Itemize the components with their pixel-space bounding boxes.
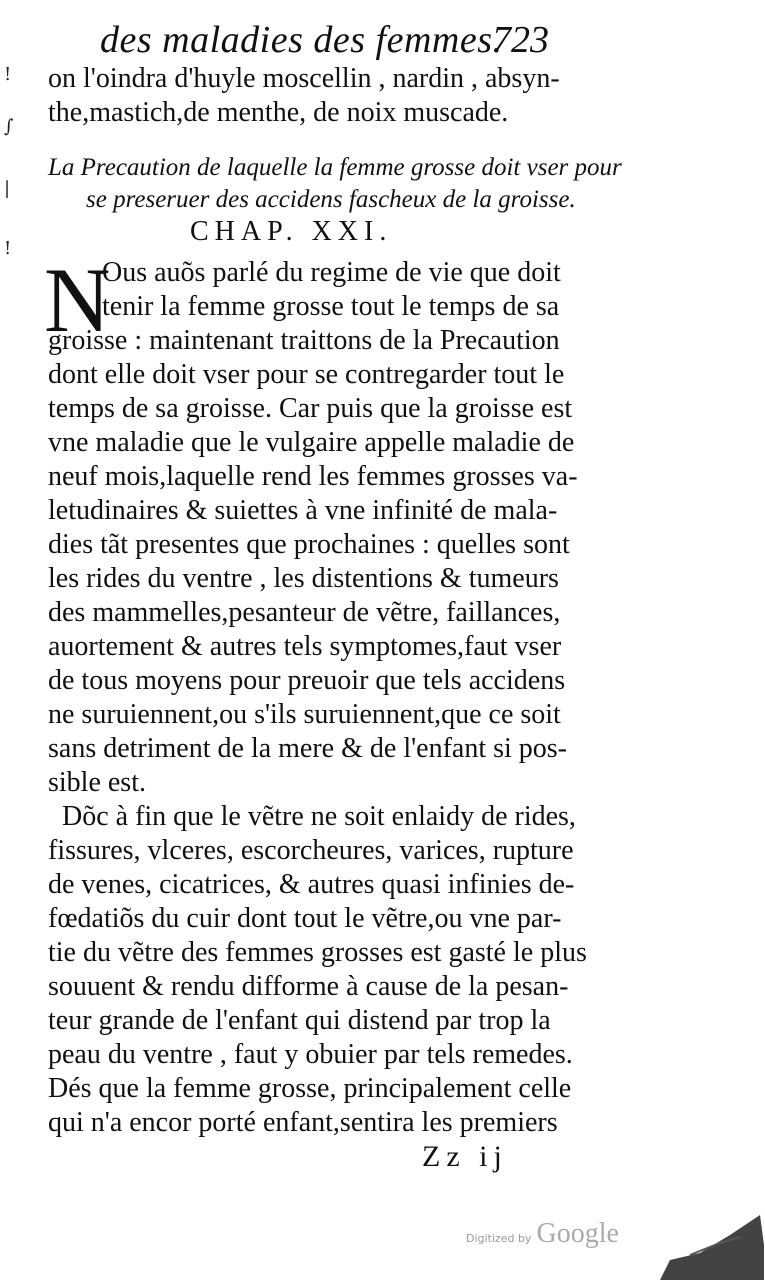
text-line: sans detriment de la mere & de l'enfant si pos- — [48, 733, 567, 764]
watermark-prefix: Digitized by — [466, 1232, 532, 1245]
margin-mark: ! — [4, 64, 12, 85]
signature-mark: Zz ij — [422, 1140, 508, 1173]
text-line: de tous moyens pour preuoir que tels accidens — [48, 665, 566, 696]
text-line: de venes, cicatrices, & autres quasi infinies de- — [48, 869, 575, 900]
chapter-label: CHAP. XXI. — [190, 216, 393, 247]
text-line: on l'oindra d'huyle moscellin , nardin , absyn- — [48, 63, 560, 94]
text-line: ne suruiennent,ou s'ils suruiennent,que ce soit — [48, 699, 561, 730]
text-line: neuf mois,laquelle rend les femmes grosses va- — [48, 461, 578, 492]
page-number: 723 — [492, 19, 549, 61]
adjacent-page-edge — [0, 60, 28, 320]
text-line: Ous auõs parlé du regime de vie que doit — [102, 257, 561, 288]
digitized-watermark — [466, 1218, 619, 1250]
text-line: teur grande de l'enfant qui distend par trop la — [48, 1005, 551, 1036]
text-line: qui n'a encor porté enfant,sentira les premiers — [48, 1107, 558, 1138]
text-line: souuent & rendu difforme à cause de la pesan- — [48, 971, 569, 1002]
text-line: the,mastich,de menthe, de noix muscade. — [48, 97, 509, 128]
text-line: letudinaires & suiettes à vne infinité de mala- — [48, 495, 558, 526]
section-heading-line: se preseruer des accidens fascheux de la groisse. — [86, 186, 576, 213]
margin-mark: ! — [4, 238, 12, 259]
text-line: dies tãt presentes que prochaines : quelles sont — [48, 529, 570, 560]
text-line: temps de sa groisse. Car puis que la groisse est — [48, 393, 573, 424]
text-line: vne maladie que le vulgaire appelle maladie de — [48, 427, 575, 458]
text-line: auortement & autres tels symptomes,faut vser — [48, 631, 562, 662]
text-line: fœdatiõs du cuir dont tout le vẽtre,ou vne par- — [48, 903, 562, 934]
text-line: Dõc à fin que le vẽtre ne soit enlaidy de rides, — [62, 801, 576, 832]
text-line: les rides du ventre , les distentions & tumeurs — [48, 563, 559, 594]
section-heading-line: La Precaution de laquelle la femme grosse doit vser pour — [48, 154, 622, 181]
running-header-title: des maladies des femmes. — [100, 19, 503, 61]
margin-mark: ∫ — [4, 116, 14, 137]
text-line: Dés que la femme grosse, principalement celle — [48, 1073, 572, 1104]
scan-artifact — [660, 1205, 765, 1280]
text-line: des mammelles,pesanteur de vẽtre, faillances, — [48, 597, 561, 628]
text-line: tie du vẽtre des femmes grosses est gasté le plus — [48, 937, 587, 968]
text-line: dont elle doit vser pour se contregarder tout le — [48, 359, 565, 390]
text-line: groisse : maintenant traittons de la Precaution — [48, 325, 560, 356]
text-line: peau du ventre , faut y obuier par tels remedes. — [48, 1039, 573, 1070]
text-line: tenir la femme grosse tout le temps de sa — [102, 291, 560, 322]
watermark-brand: Google — [536, 1218, 619, 1249]
text-line: sible est. — [48, 767, 146, 798]
margin-mark: | — [4, 178, 11, 199]
drop-cap: N — [44, 249, 111, 351]
text-line: fissures, vlceres, escorcheures, varices, rupture — [48, 835, 574, 866]
